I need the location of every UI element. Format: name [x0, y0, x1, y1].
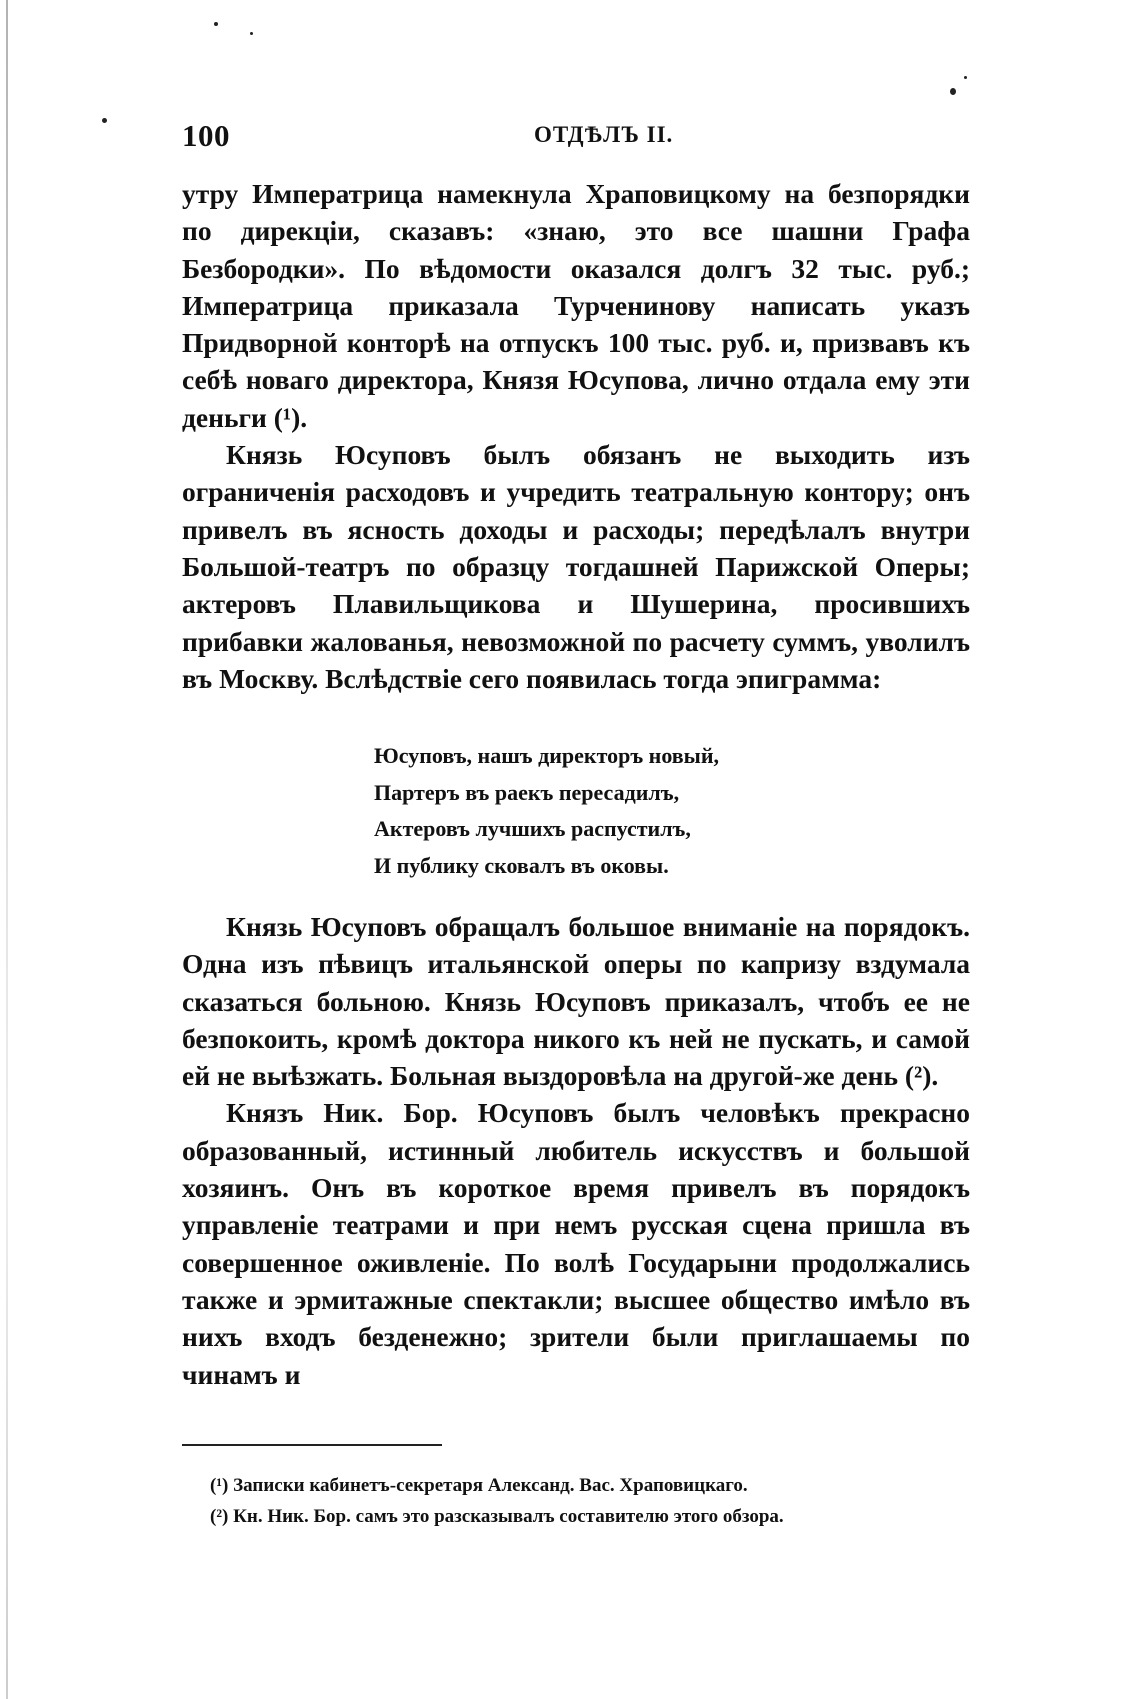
epigram-line: Актеровъ лучшихъ распустилъ, — [374, 816, 691, 841]
epigram — [374, 738, 894, 884]
paragraph: Князь Юсуповъ былъ обязанъ не выходить изъ ограниченія расходовъ и учредить театральную контору; онъ привелъ въ ясность доходы и расходы; передѣлалъ внутри Большой-театръ по образцу тогдашней Парижской Оперы; актеровъ Плавильщикова и Шушерина, просившихъ прибавки жалованья, невозможной по расчету суммъ, уволилъ въ Москву. Вслѣдствіе сего появилась тогда эпиграмма: — [182, 439, 970, 694]
scan-speck — [950, 88, 956, 95]
epigram-line: Юсуповъ, нашъ директоръ новый, — [374, 743, 720, 768]
page-number: 100 — [182, 118, 230, 153]
scan-speck — [250, 32, 253, 35]
scan-speck — [102, 118, 107, 123]
paragraph-continued: утру Императрица намекнула Храповицкому на безпорядки по дирекціи, сказавъ: «знаю, это все шашни Графа Безбородки». По вѣдомости оказался долгъ 32 тыс. руб.; Императрица приказала Турченинову написать указъ Придворной конторѣ на отпускъ 100 тыс. руб. и, призвавъ къ себѣ новаго директора, Князя Юсупова, лично отдала ему эти деньги (¹). — [182, 178, 970, 433]
footnote-divider — [182, 1444, 442, 1446]
body-text-top — [182, 175, 970, 697]
paragraph: Князь Юсуповъ обращалъ большое вниманіе на порядокъ. Одна изъ пѣвицъ итальянской оперы по капризу вздумала сказаться больною. Князь Юсуповъ приказалъ, чтобъ ее не безпокоить, кромѣ доктора никого къ ней не пускать, и самой ей не выѣзжать. Больная выздоровѣла на другой-же день (²). — [182, 911, 970, 1092]
scan-speck — [964, 76, 967, 79]
footnotes — [210, 1470, 970, 1532]
page-edge — [6, 0, 8, 1699]
footnote: (¹) Записки кабинетъ-секретаря Александ. Вас. Храповицкаго. — [210, 1475, 748, 1496]
paragraph: Князъ Ник. Бор. Юсуповъ былъ человѣкъ прекрасно образованный, истинный любитель искусствъ и большой хозяинъ. Онъ въ короткое время привелъ въ порядокъ управленіе театрами и при немъ русская сцена пришла въ совершенное оживленіе. По волѣ Государыни продолжались также и эрмитажные спектакли; высшее общество имѣло въ нихъ входъ безденежно; зрители были приглашаемы по чинамъ и — [182, 1097, 970, 1390]
epigram-line: И публику сковалъ въ оковы. — [374, 852, 669, 878]
footnote: (²) Кн. Ник. Бор. самъ это разсказывалъ составителю этого обзора. — [210, 1506, 784, 1527]
running-head — [182, 118, 942, 158]
epigram-line: Партеръ въ раекъ пересадилъ, — [374, 779, 680, 805]
body-text-bottom — [182, 908, 970, 1393]
section-heading: ОТДѢЛЪ II. — [534, 122, 674, 147]
scan-speck — [214, 22, 218, 26]
